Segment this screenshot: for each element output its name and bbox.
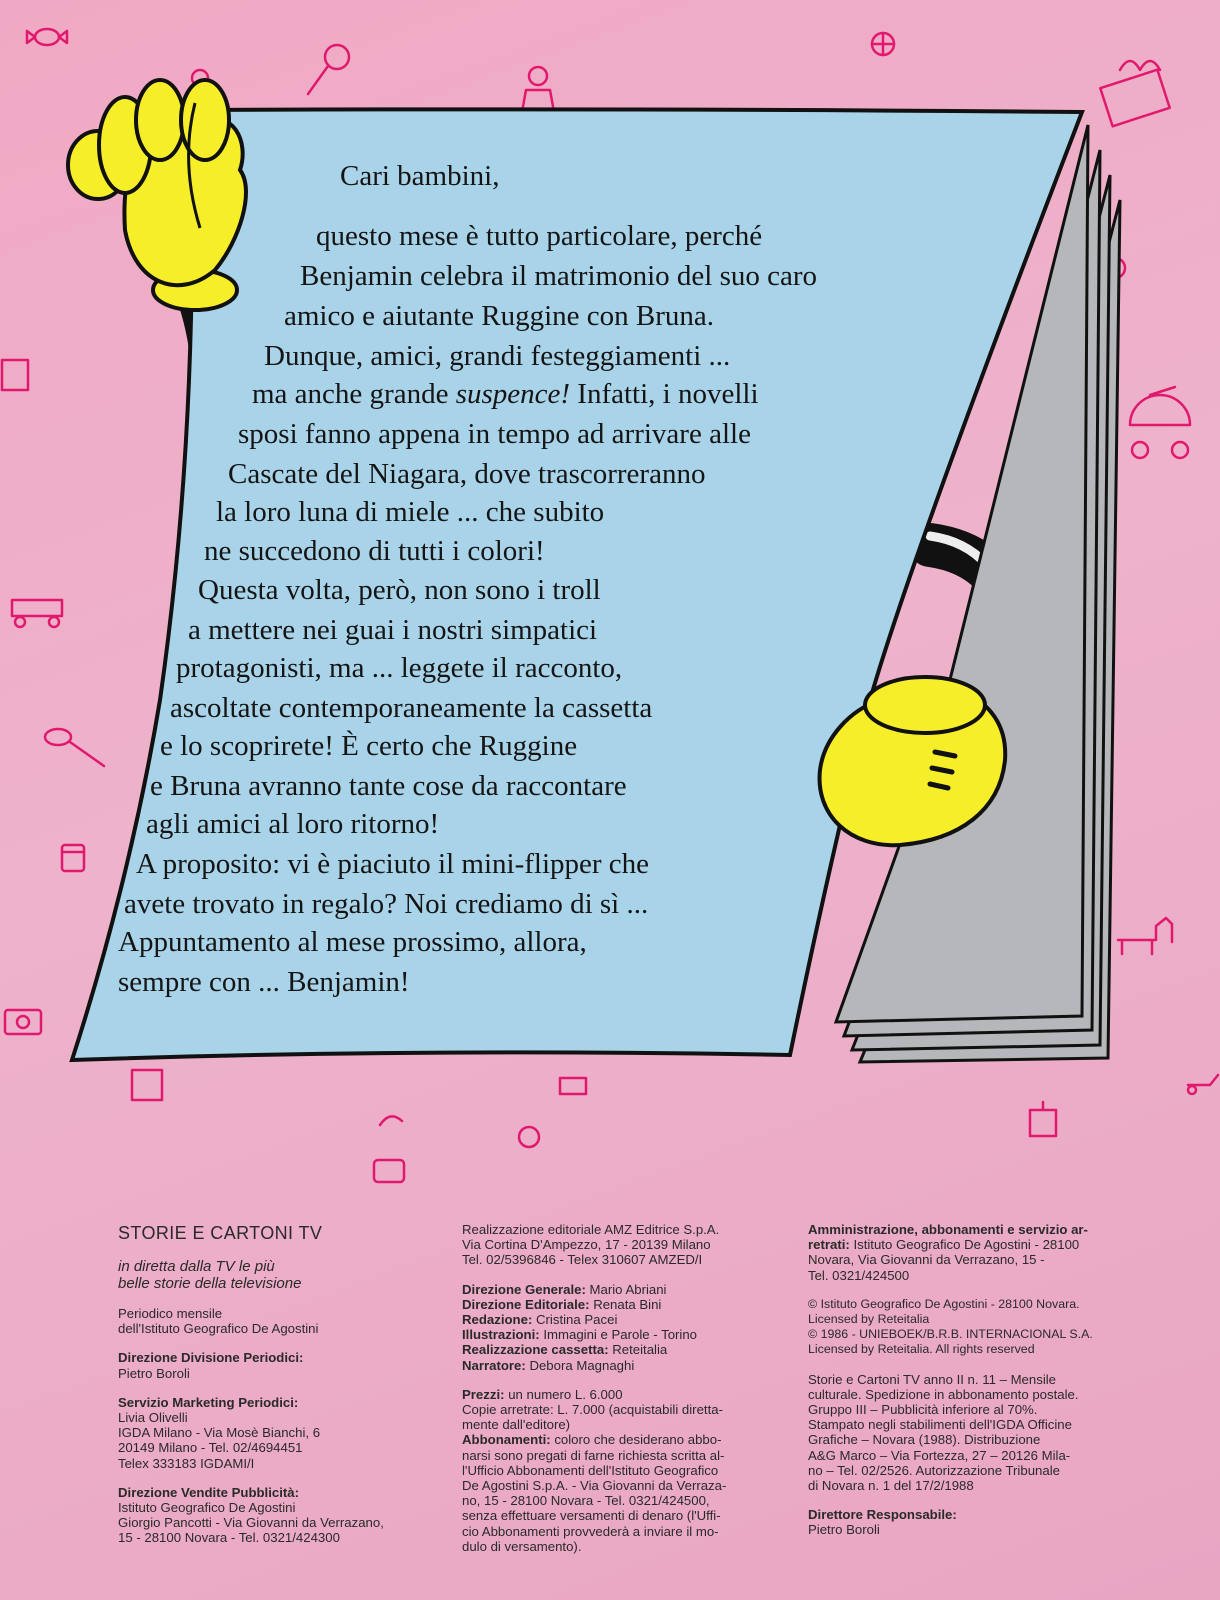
staff-row: Redazione: Cristina Pacei [462, 1312, 618, 1328]
credit-value: Copie arretrate: L. 7.000 (acquistabili diretta- [462, 1402, 723, 1418]
info-line: Storie e Cartoni TV anno II n. 11 – Mensile [808, 1371, 1057, 1387]
credit-value: Via Cortina D'Ampezzo, 17 - 20139 Milano [462, 1237, 711, 1253]
copyright-line: Licensed by Reteitalia [808, 1312, 930, 1327]
subtitle-line: belle storie della televisione [118, 1275, 302, 1292]
credit-value: un numero L. 6.000 [508, 1386, 623, 1402]
letter-line-suspence [252, 378, 759, 411]
colophon-column-2 [462, 1222, 782, 1568]
credit-value: no, 15 - 28100 Novara - Tel. 0321/424500, [462, 1493, 710, 1509]
letter-line: avete trovato in regalo? Noi crediamo di sì ... [124, 888, 649, 920]
publication-info-block [808, 1372, 1118, 1494]
credit-value: Pietro Boroli [808, 1522, 880, 1538]
info-line: A&G Marco – Via Fortezza, 27 – 20126 Mila- [808, 1447, 1071, 1463]
credit-value: Giorgio Pancotti - Via Giovanni da Verrazano, [118, 1515, 384, 1531]
credit-value: coloro che desiderano abbo- [554, 1432, 722, 1448]
subtitle-line: in diretta dalla TV le più [118, 1258, 275, 1275]
credit-value: narsi sono pregati di farne richiesta scritta al- [462, 1447, 725, 1463]
credit-value: Realizzazione editoriale AMZ Editrice S.p.A. [462, 1222, 720, 1237]
info-line: Gruppo III – Pubblicità inferiore al 70%. [808, 1402, 1038, 1418]
periodico-line: dell'Istituto Geografico De Agostini [118, 1321, 319, 1337]
credit-value: Istituto Geografico De Agostini [118, 1500, 296, 1516]
pubblicita-block [118, 1485, 438, 1546]
magazine-subtitle [118, 1258, 438, 1292]
periodico-block [118, 1306, 438, 1336]
info-line: culturale. Spedizione in abbonamento postale. [808, 1386, 1079, 1402]
credit-value: Livia Olivelli [118, 1410, 188, 1426]
realizzazione-block [462, 1222, 782, 1268]
copyright-line: © Istituto Geografico De Agostini - 28100 Novara. [808, 1296, 1080, 1311]
credit-label: Servizio Marketing Periodici: [118, 1394, 299, 1410]
letter-line: la loro luna di miele ... che subito [216, 496, 605, 528]
credit-value: 20149 Milano - Tel. 02/4694451 [118, 1440, 303, 1456]
credit-label: Direttore Responsabile: [808, 1507, 957, 1523]
copyright-line: Licensed by Reteitalia. All rights reserved [808, 1342, 1035, 1357]
credit-label: retrati: [808, 1237, 850, 1253]
staff-row: Direzione Editoriale: Renata Bini [462, 1296, 662, 1312]
letter-line-part: Infatti, i novelli [577, 378, 759, 410]
letter-line: a mettere nei guai i nostri simpatici [188, 614, 598, 646]
prezzi-block [462, 1387, 782, 1433]
letter-line: Dunque, amici, grandi festeggiamenti ... [264, 340, 731, 372]
credit-label: Prezzi: [462, 1386, 505, 1402]
letter-line: sposi fanno appena in tempo ad arrivare alle [238, 418, 751, 450]
credit-value: 15 - 28100 Novara - Tel. 0321/424300 [118, 1530, 340, 1546]
credit-value: l'Ufficio Abbonamenti dell'Istituto Geografico [462, 1462, 719, 1478]
credit-value: Tel. 02/5396846 - Telex 310607 AMZED/I [462, 1252, 703, 1268]
credit-value: senza effettuare versamenti di denaro (l'Uffi- [462, 1508, 721, 1524]
staff-row: Realizzazione cassetta: Reteitalia [462, 1342, 668, 1358]
credit-label: Direzione Divisione Periodici: [118, 1350, 304, 1366]
staff-row: Direzione Generale: Mario Abriani [462, 1281, 667, 1297]
copyright-block [808, 1297, 1118, 1358]
letter-line: agli amici al loro ritorno! [146, 808, 440, 840]
info-line: di Novara n. 1 del 17/2/1988 [808, 1478, 974, 1494]
colophon-column-3 [808, 1222, 1118, 1552]
periodico-line: Periodico mensile [118, 1306, 223, 1321]
letter-line: sempre con ... Benjamin! [118, 966, 410, 998]
letter-line: A proposito: vi è piaciuto il mini-flipper che [136, 848, 650, 880]
magazine-title: STORIE E CARTONI TV [118, 1223, 323, 1243]
credit-value: Telex 333183 IGDAMI/I [118, 1455, 255, 1471]
letter-line: e lo scoprirete! È certo che Ruggine [160, 730, 578, 762]
credit-value: Pietro Boroli [118, 1365, 190, 1381]
credit-value: Istituto Geografico De Agostini - 28100 [853, 1237, 1080, 1253]
ball-small-doodle-icon [519, 1127, 539, 1147]
abbonamenti-block [462, 1432, 782, 1554]
copyright-line: © 1986 - UNIEBOEK/B.R.B. INTERNACIONAL S.A. [808, 1327, 1093, 1342]
letter-line: ne succedono di tutti i colori! [204, 535, 545, 567]
direttore-block [808, 1507, 1118, 1537]
info-line: Grafiche – Novara (1988). Distribuzione [808, 1432, 1041, 1448]
credit-value: Novara, Via Giovanni da Verrazano, 15 - [808, 1252, 1045, 1268]
letter-line: ascoltate contemporaneamente la cassetta [170, 692, 653, 724]
staff-block [462, 1282, 782, 1373]
staff-row: Narratore: Debora Magnaghi [462, 1357, 635, 1373]
letter-line: Cascate del Niagara, dove trascorreranno [228, 458, 706, 490]
letter-line: protagonisti, ma ... leggete il racconto, [176, 652, 623, 684]
amministrazione-block [808, 1222, 1118, 1283]
letter-line: e Bruna avranno tante cose da raccontare [150, 770, 627, 802]
letter-line: Benjamin celebra il matrimonio del suo caro [300, 260, 818, 292]
letter-line: Appuntamento al mese prossimo, allora, [118, 926, 587, 958]
letter-line-part: ma anche grande [252, 378, 449, 410]
credit-label: Abbonamenti: [462, 1432, 551, 1448]
letter-line: questo mese è tutto particolare, perché [316, 220, 763, 252]
credit-label: Direzione Vendite Pubblicità: [118, 1484, 299, 1500]
letter-greeting: Cari bambini, [340, 160, 500, 192]
letter-line: Questa volta, però, non sono i troll [198, 574, 601, 606]
letter-line: amico e aiutante Ruggine con Bruna. [284, 300, 715, 332]
info-line: no – Tel. 02/2526. Autorizzazione Tribunale [808, 1462, 1060, 1478]
info-line: Stampato negli stabilimenti dell'IGDA Officine [808, 1417, 1072, 1433]
phone-doodle-icon [374, 1116, 404, 1182]
credit-value: cio Abbonamenti provvederà a inviare il mo- [462, 1523, 719, 1539]
marketing-block [118, 1395, 438, 1471]
credit-value: De Agostini S.p.A. - Via Giovanni da Verraza- [462, 1478, 727, 1494]
direzione-divisione-block [118, 1350, 438, 1380]
suspence-word: suspence! [455, 378, 571, 410]
credit-value: dulo di versamento). [462, 1538, 582, 1554]
credit-value: mente dall'editore) [462, 1417, 571, 1433]
staff-row: Illustrazioni: Immagini e Parole - Torino [462, 1327, 698, 1343]
credit-value: IGDA Milano - Via Mosè Bianchi, 6 [118, 1425, 321, 1441]
credit-label: Amministrazione, abbonamenti e servizio ar- [808, 1222, 1088, 1237]
credit-value: Tel. 0321/424500 [808, 1267, 910, 1283]
colophon-column-1 [118, 1222, 438, 1560]
